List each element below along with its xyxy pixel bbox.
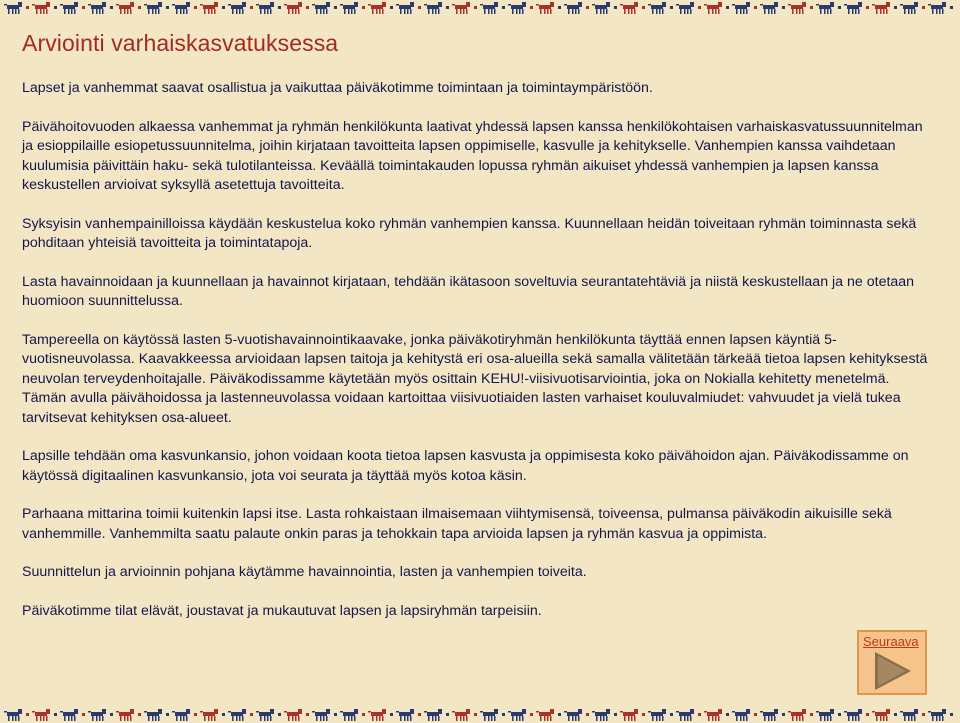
- animal-motif: [256, 709, 274, 721]
- border-dot: [950, 6, 953, 9]
- animal-motif: [732, 709, 750, 721]
- border-dot: [334, 713, 337, 716]
- animal-motif: [396, 709, 414, 721]
- paragraph-flexible-spaces: Päiväkotimme tilat elävät, joustavat ja mukautuvat lapsen ja lapsiryhmän tarpeisiin.: [22, 602, 542, 619]
- border-dot: [138, 713, 141, 716]
- border-dot: [894, 713, 897, 716]
- border-dot: [194, 713, 197, 716]
- animal-motif: [32, 709, 50, 721]
- border-dot: [866, 6, 869, 9]
- animal-motif: [452, 709, 470, 721]
- animal-motif: [732, 2, 750, 14]
- animal-motif: [844, 2, 862, 14]
- border-dot: [82, 6, 85, 9]
- animal-motif: [200, 2, 218, 14]
- border-dot: [614, 6, 617, 9]
- next-page-button[interactable]: [857, 630, 927, 695]
- animal-motif: [88, 2, 106, 14]
- paragraph-child-feedback: Parhaana mittarina toimii kuitenkin lapsi itse. Lasta rohkaistaan ilmaisemaan viihtymisensä, toiveensa, pulmansa päiväkodin aikuisille sekä vanhemmille. Vanhemmilta saatu palaute onkin paras ja tehokkain tapa arvioida lapsen ja ryhmän kasvua ja oppimista.: [22, 506, 892, 542]
- animal-motif: [228, 2, 246, 14]
- border-dot: [26, 713, 29, 716]
- animal-motif: [816, 2, 834, 14]
- animal-motif: [620, 2, 638, 14]
- border-dot: [166, 6, 169, 9]
- animal-motif: [32, 2, 50, 14]
- right-arrow-icon-highlight: [878, 656, 906, 686]
- border-dot: [278, 6, 281, 9]
- border-dot: [82, 713, 85, 716]
- border-dot: [530, 713, 533, 716]
- border-dot: [54, 6, 57, 9]
- animal-motif: [88, 709, 106, 721]
- paragraph-parent-evenings: Syksyisin vanhempainilloissa käydään keskustelua koko ryhmän vanhempien kanssa. Kuunnellaan heidän toiveitaan ryhmän toiminnasta sekä pohditaan yhteisiä tavoitteita ja toimintatapoja.: [22, 215, 917, 251]
- border-dot: [362, 713, 365, 716]
- animal-motif: [900, 709, 918, 721]
- border-dot: [670, 6, 673, 9]
- border-dot: [642, 6, 645, 9]
- animal-pattern-border: [0, 707, 960, 723]
- animal-motif: [4, 709, 22, 721]
- decorative-border-top: [0, 0, 960, 16]
- animal-motif: [592, 709, 610, 721]
- border-dot: [446, 6, 449, 9]
- animal-motif: [676, 2, 694, 14]
- border-dot: [222, 6, 225, 9]
- border-dot: [586, 6, 589, 9]
- animal-motif: [4, 2, 22, 14]
- page-title: Arviointi varhaiskasvatuksessa: [22, 30, 339, 56]
- border-dot: [726, 6, 729, 9]
- border-dot: [390, 6, 393, 9]
- main-content: [22, 30, 937, 640]
- animal-motif: [116, 2, 134, 14]
- animal-motif: [340, 2, 358, 14]
- animal-motif: [648, 2, 666, 14]
- animal-motif: [844, 709, 862, 721]
- animal-motif: [60, 709, 78, 721]
- border-dot: [670, 713, 673, 716]
- animal-motif: [872, 2, 890, 14]
- border-dot: [698, 713, 701, 716]
- border-dot: [390, 713, 393, 716]
- animal-motif: [900, 2, 918, 14]
- animal-motif: [256, 2, 274, 14]
- border-dot: [894, 6, 897, 9]
- animal-motif: [172, 709, 190, 721]
- animal-motif: [760, 2, 778, 14]
- animal-motif: [452, 2, 470, 14]
- paragraph-observation: Lasta havainnoidaan ja kuunnellaan ja havainnot kirjataan, tehdään ikätasoon soveltuvia seurantatehtäviä ja niistä keskustellaan ja ne otetaan huomioon suunnittelussa.: [22, 273, 915, 309]
- border-dot: [726, 713, 729, 716]
- border-dot: [474, 713, 477, 716]
- border-dot: [922, 713, 925, 716]
- animal-motif: [620, 709, 638, 721]
- animal-motif: [788, 2, 806, 14]
- animal-motif: [228, 709, 246, 721]
- animal-motif: [592, 2, 610, 14]
- animal-motif: [144, 2, 162, 14]
- border-dot: [754, 6, 757, 9]
- animal-motif: [284, 709, 302, 721]
- animal-motif: [480, 709, 498, 721]
- animal-motif: [284, 2, 302, 14]
- animal-motif: [648, 709, 666, 721]
- border-dot: [334, 6, 337, 9]
- border-dot: [614, 713, 617, 716]
- border-dot: [558, 713, 561, 716]
- border-dot: [474, 6, 477, 9]
- animal-motif: [760, 709, 778, 721]
- animal-motif: [872, 709, 890, 721]
- animal-motif: [564, 2, 582, 14]
- animal-motif: [508, 709, 526, 721]
- decorative-border-bottom: [0, 707, 960, 723]
- border-dot: [950, 713, 953, 716]
- border-dot: [26, 6, 29, 9]
- border-dot: [222, 713, 225, 716]
- animal-motif: [536, 709, 554, 721]
- border-dot: [418, 6, 421, 9]
- border-dot: [278, 713, 281, 716]
- animal-motif: [368, 709, 386, 721]
- border-dot: [502, 6, 505, 9]
- border-dot: [306, 6, 309, 9]
- animal-motif: [424, 709, 442, 721]
- animal-motif: [172, 2, 190, 14]
- paragraph-five-year-assessment: Tampereella on käytössä lasten 5-vuotishavainnointikaavake, jonka päiväkotiryhmän henkilökunta täyttää ennen lapsen käyntiä 5-vuotisneuvolassa. Kaavakkeessa arvioidaan lapsen taitoja ja kehitystä eri osa-alueilla sekä samalla välitetään tärkeää tietoa lapsen kehityksestä neuvolan terveydenhoitajalle. Päiväkodissamme käytetään myös osittain KEHU!-viisivuotisarviointia, joka on Nokialla kehitetty menetelmä. Tämän avulla päivähoidossa ja lastenneuvolassa voidaan kartoittaa viisivuotiaiden lasten varhaiset kouluvalmiudet: vahvuudet ja vielä tukea tarvitsevat kehityksen osa-alueet.: [22, 331, 928, 426]
- border-dot: [754, 713, 757, 716]
- border-dot: [166, 713, 169, 716]
- border-dot: [194, 6, 197, 9]
- border-dot: [838, 6, 841, 9]
- border-dot: [810, 713, 813, 716]
- animal-motif: [704, 709, 722, 721]
- animal-motif: [424, 2, 442, 14]
- animal-motif: [368, 2, 386, 14]
- paragraph-planning-basis: Suunnittelun ja arvioinnin pohjana käytämme havainnointia, lasten ja vanhempien toiveita.: [22, 564, 587, 580]
- border-dot: [250, 6, 253, 9]
- border-dot: [782, 6, 785, 9]
- animal-motif: [396, 2, 414, 14]
- border-dot: [362, 6, 365, 9]
- animal-motif: [312, 2, 330, 14]
- border-dot: [446, 713, 449, 716]
- border-dot: [922, 6, 925, 9]
- animal-motif: [116, 709, 134, 721]
- border-dot: [642, 713, 645, 716]
- animal-motif: [60, 2, 78, 14]
- border-dot: [782, 713, 785, 716]
- border-dot: [110, 6, 113, 9]
- paragraph-growth-folder: Lapsille tehdään oma kasvunkansio, johon voidaan koota tietoa lapsen kasvusta ja oppimisesta koko päivähoidon ajan. Päiväkodissamme on käytössä digitaalinen kasvunkansio, jota voi seurata ja täyttää myös kotoa käsin.: [22, 448, 909, 484]
- border-dot: [418, 713, 421, 716]
- border-dot: [838, 713, 841, 716]
- animal-motif: [536, 2, 554, 14]
- paragraph-individual-plan: Päivähoitovuoden alkaessa vanhemmat ja ryhmän henkilökunta laativat yhdessä lapsen kanssa henkilökohtaisen varhaiskasvatussuunnitelman ja esioppilaille esiopetussuunnitelma, joihin kirjataan tavoitteita lapsen oppimiselle, kasvulle ja kehitykselle. Vanhempien kanssa vaihdetaan kuulumisia päivittäin haku- sekä tulotilanteissa. Keväällä toimintakauden lopussa ryhmän aikuiset yhdessä vanhempien ja lapsen kanssa keskustellen arvioivat syksyllä asetettuja tavoitteita.: [22, 118, 923, 193]
- border-dot: [810, 6, 813, 9]
- animal-motif: [564, 709, 582, 721]
- border-dot: [54, 713, 57, 716]
- animal-motif: [816, 709, 834, 721]
- animal-motif: [144, 709, 162, 721]
- border-dot: [558, 6, 561, 9]
- animal-motif: [928, 709, 946, 721]
- border-dot: [306, 713, 309, 716]
- border-dot: [866, 713, 869, 716]
- paragraph-participation: Lapset ja vanhemmat saavat osallistua ja vaikuttaa päiväkotimme toimintaan ja toimintaympäristöön.: [22, 80, 653, 96]
- border-dot: [502, 713, 505, 716]
- animal-motif: [788, 709, 806, 721]
- border-dot: [110, 713, 113, 716]
- animal-motif: [704, 2, 722, 14]
- animal-motif: [312, 709, 330, 721]
- animal-motif: [200, 709, 218, 721]
- border-dot: [530, 6, 533, 9]
- animal-motif: [480, 2, 498, 14]
- animal-motif: [928, 2, 946, 14]
- animal-pattern-border: [0, 0, 960, 16]
- animal-motif: [676, 709, 694, 721]
- animal-motif: [340, 709, 358, 721]
- border-dot: [586, 713, 589, 716]
- animal-motif: [508, 2, 526, 14]
- border-dot: [698, 6, 701, 9]
- next-page-link[interactable]: Seuraava: [863, 634, 919, 649]
- border-dot: [250, 713, 253, 716]
- border-dot: [138, 6, 141, 9]
